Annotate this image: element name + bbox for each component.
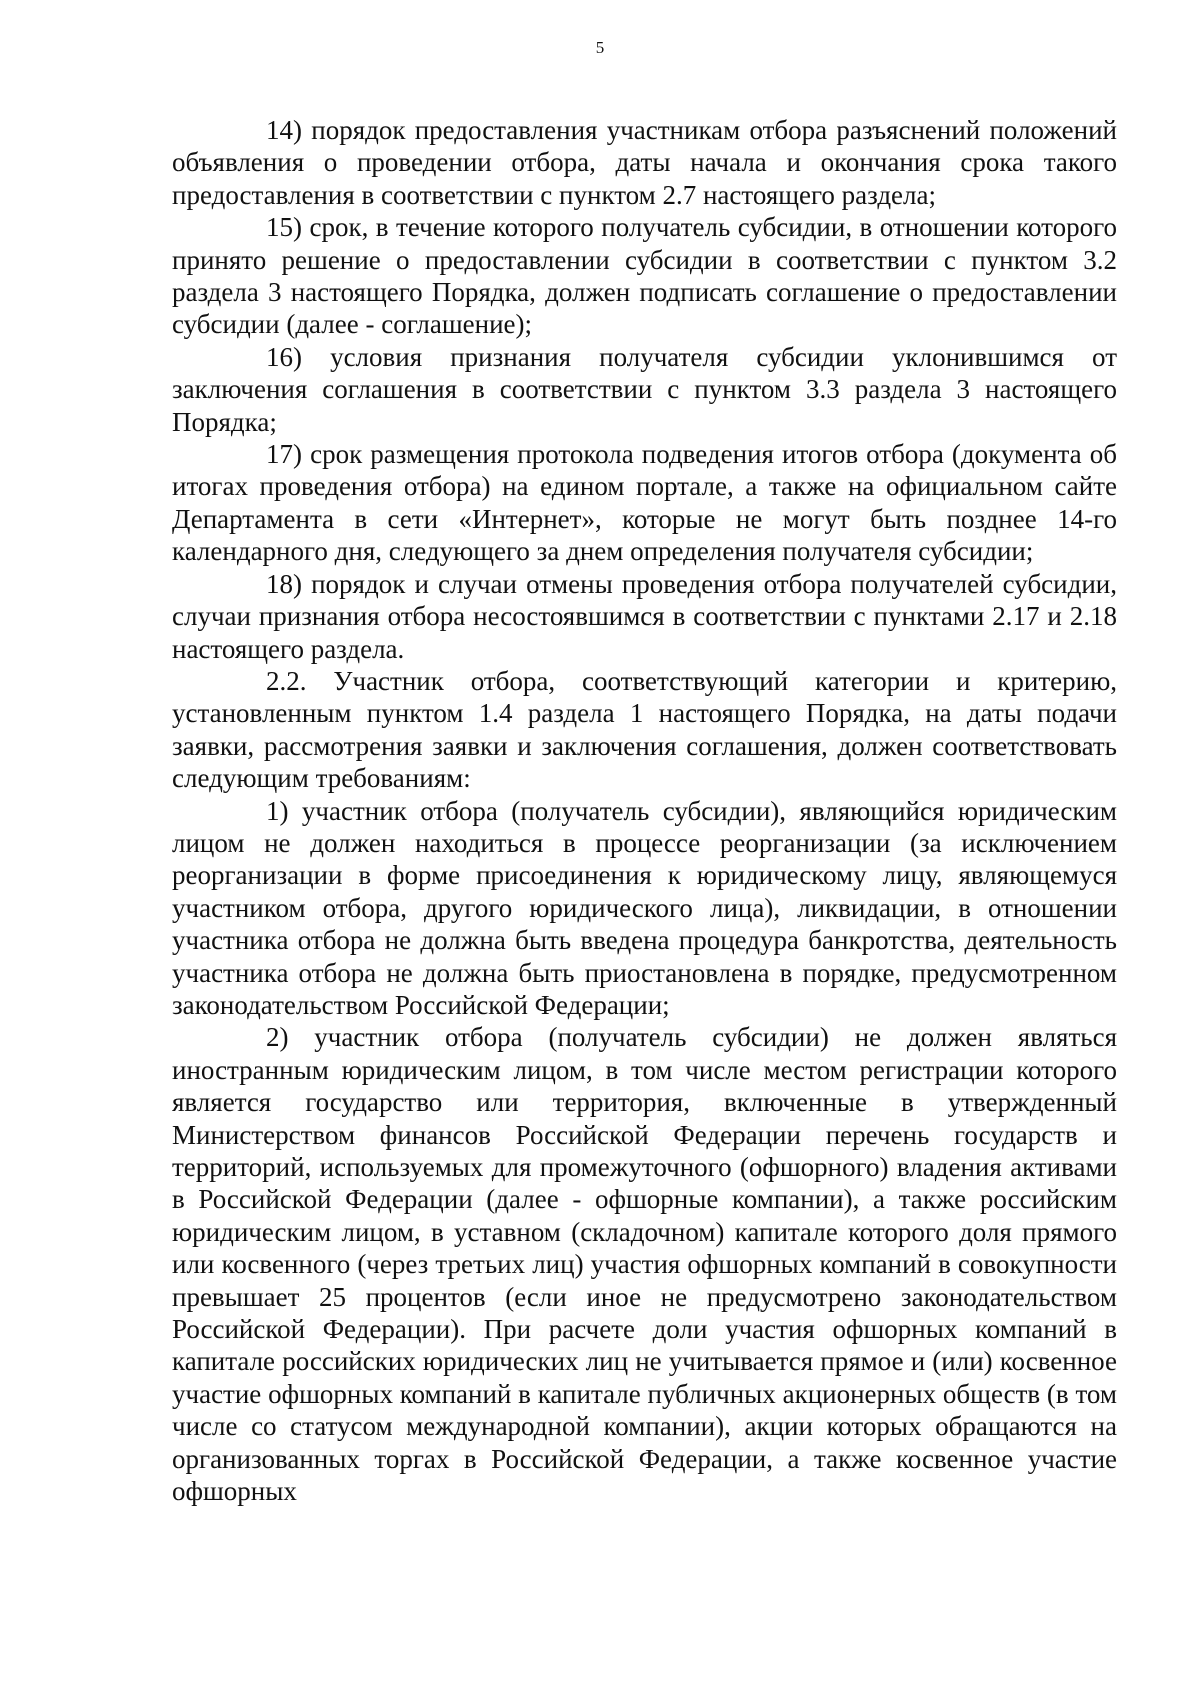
list-item-15: 15) срок, в течение которого получатель субсидии, в отношении которого принято решение о предоставлении субсидии в соответствии с пунктом 3.2 раздела 3 настоящего Порядка, должен подписать соглашение о предоставлении субсидии (далее - соглашение); [172,212,1117,340]
list-item-14: 14) порядок предоставления участникам отбора разъяснений положений объявления о проведении отбора, даты начала и окончания срока такого предоставления в соответствии с пунктом 2.7 настоящего раздела; [172,115,1117,210]
list-item-16: 16) условия признания получателя субсидии уклонившимся от заключения соглашения в соответствии с пунктом 3.3 раздела 3 настоящего Порядка; [172,341,1117,437]
clause-2-2: 2.2. Участник отбора, соответствующий категории и критерию, установленным пунктом 1.4 раздела 1 настоящего Порядка, на даты подачи заявки, рассмотрения заявки и заключения соглашения, должен соответствовать следующим требованиям: [172,665,1117,794]
page-number: 5 [595,38,605,57]
requirement-2: 2) участник отбора (получатель субсидии) не должен являться иностранным юридическим лицом, в том числе местом регистрации которого является государство или территория, включенные в утвержденный Министерством финансов Российской Федерации перечень государств и территорий, используемых для промежуточного (офшорного) владения активами в Российской Федерации (далее - офшорные компании), а также российским юридическим лицом, в уставном (складочном) капитале которого доля прямого или косвенного (через третьих лиц) участия офшорных компаний в совокупности превышает 25 процентов (если иное не предусмотрено законодательством Российской Федерации). При расчете доли участия офшорных компаний в капитале российских юридических лиц не учитывается прямое и (или) косвенное участие офшорных компаний в капитале публичных акционерных обществ (в том числе со статусом международной компании), акции которых обращаются на организованных торгах в Российской Федерации, а также косвенное участие офшорных [172,1022,1117,1507]
document-body [172,114,1117,1507]
requirement-1: 1) участник отбора (получатель субсидии), являющийся юридическим лицом не должен находиться в процессе реорганизации (за исключением реорганизации в форме присоединения к юридическому лицу, являющемуся участником отбора, другого юридического лица), ликвидации, в отношении участника отбора не должна быть введена процедура банкротства, деятельность участника отбора не должна быть приостановлена в порядке, предусмотренном законодательством Российской Федерации; [172,795,1117,1020]
list-item-18: 18) порядок и случаи отмены проведения отбора получателей субсидии, случаи признания отбора несостоявшимся в соответствии с пунктами 2.17 и 2.18 настоящего раздела. [172,568,1117,664]
list-item-17: 17) срок размещения протокола подведения итогов отбора (документа об итогах проведения отбора) на едином портале, а также на официальном сайте Департамента в сети «Интернет», которые не могут быть позднее 14-го календарного дня, следующего за днем определения получателя субсидии; [172,439,1117,567]
